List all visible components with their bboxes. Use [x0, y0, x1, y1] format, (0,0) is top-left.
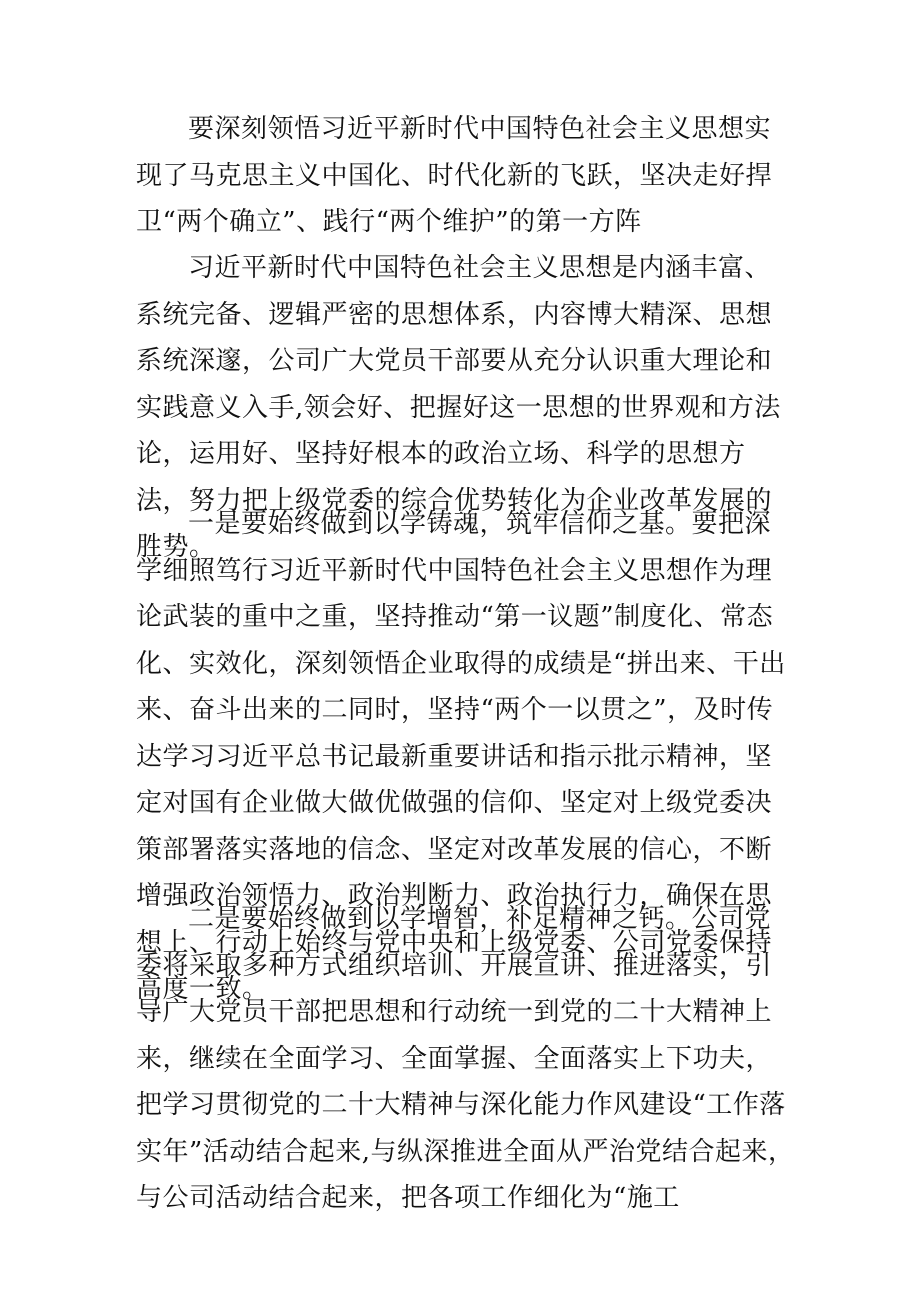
paragraph-intro: 习近平新时代中国特色社会主义思想是内涵丰富、系统完备、逻辑严密的思想体系，内容博大精深、思想系统深邃，公司广大党员干部要从充分认识重大理论和实践意义入手,领会好、把握好这一思想的世界观和方法论，运用好、坚持好根本的政治立场、科学的思想方法，努力把上级党委的综合优势转化为企业改革发展的胜势。: [136, 253, 781, 562]
paragraph-point-one: 一是要始终做到以学铸魂，筑牢信仰之基。要把深学细照笃行习近平新时代中国特色社会主义思想作为理论武装的重中之重，坚持推动“第一议题”制度化、常态化、实效化，深刻领悟企业取得的成绩是“拼出来、干出来、奋斗出来的二同时，坚持“两个一以贯之”，及时传达学习习近平总书记最新重要讲话和指示批示精神，坚定对国有企业做大做优做强的信仰、坚定对上级党委决策部署落实落地的信念、坚定对改革发展的信心，不断增强政治领悟力、政治判断力、政治执行力，确保在思想上、行动上始终与党中央和上级党委、公司党委保持高度一致。: [136, 509, 786, 1004]
section-heading: 要深刻领悟习近平新时代中国特色社会主义思想实现了马克思主义中国化、时代化新的飞跃，坚决走好捍卫“两个确立”、践行“两个维护”的第一方阵: [136, 114, 773, 237]
paragraph-point-two: 二是要始终做到以学增智，补足精神之钙。公司党委将采取多种方式组织培训、开展宣讲、推进落实，引导广大党员干部把思想和行动统一到党的二十大精神上来，继续在全面学习、全面掌握、全面落实上下功夫，把学习贯彻党的二十大精神与深化能力作风建设“工作落实年”活动结合起来,与纵深推进全面从严治党结合起来，与公司活动结合起来，把各项工作细化为“施工: [136, 904, 795, 1213]
